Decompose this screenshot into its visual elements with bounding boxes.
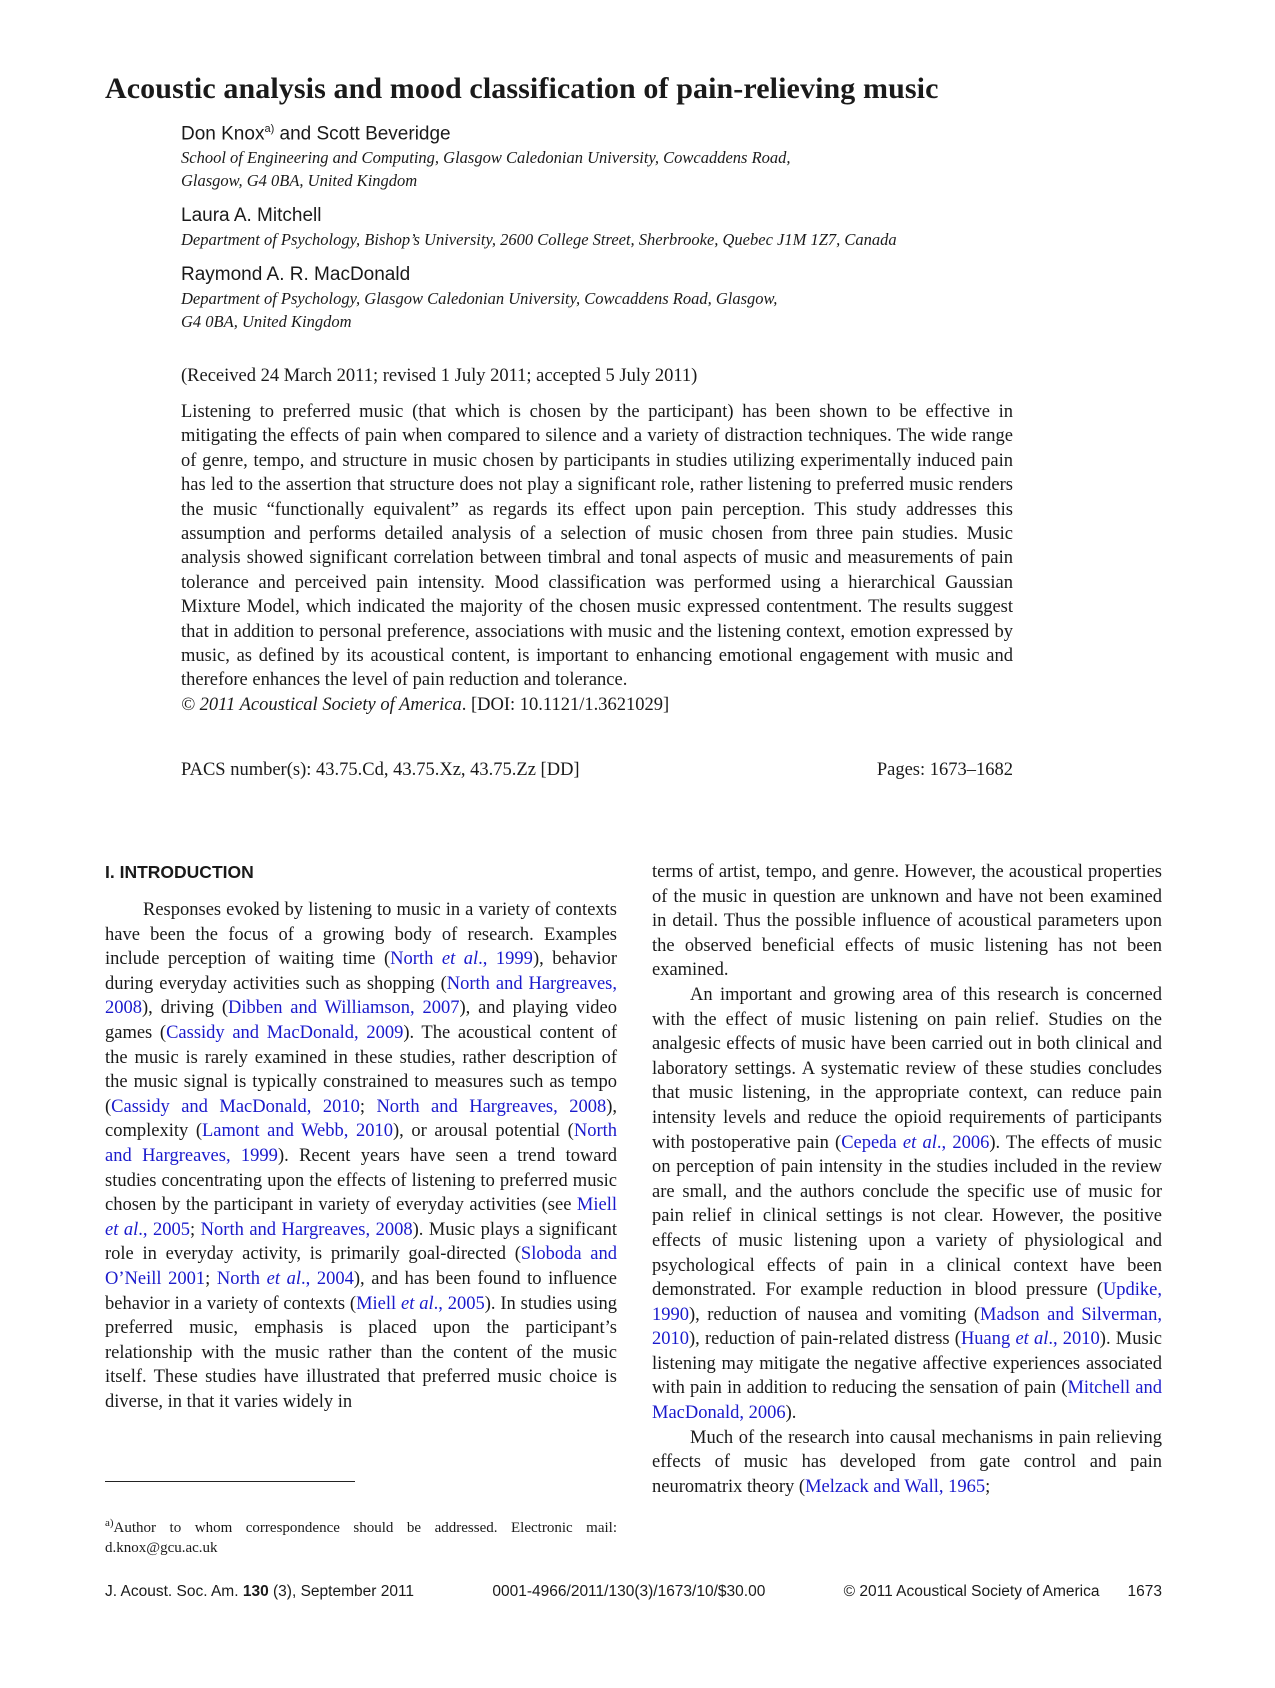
body-text: ), behavior during everyday activities such as shopping ( xyxy=(105,949,617,994)
paragraph xyxy=(105,898,617,1414)
paragraph xyxy=(652,1426,1162,1500)
body-text: ), driving ( xyxy=(142,998,229,1019)
body-text: ; xyxy=(205,1268,217,1289)
citation-link[interactable]: Huang xyxy=(960,1329,1016,1350)
footnote: $^{a)}$Author to whom correspondence should be addressed. Electronic mail: d.knox@gcu.ac.uk xyxy=(105,1517,617,1556)
citation-link[interactable]: et al xyxy=(902,1132,937,1153)
paper-title: Acoustic analysis and mood classification of pain-relieving music xyxy=(105,72,939,105)
paragraph xyxy=(652,983,1162,1426)
affiliation-3: Department of Psychology, Glasgow Caledonian University, Cowcaddens Road, Glasgow, G4 0BA, United Kingdom xyxy=(181,289,778,331)
citation-link[interactable]: ., 2006 xyxy=(936,1132,990,1153)
citation-link[interactable]: North and Hargreaves, 1999 xyxy=(105,1121,618,1166)
citation-link[interactable]: Mitchell and MacDonald, 2006 xyxy=(652,1378,1162,1424)
citation-link[interactable]: Cassidy and MacDonald, 2009 xyxy=(166,1022,404,1043)
citation-link[interactable]: Miell xyxy=(356,1293,402,1314)
body-text: ; xyxy=(190,1219,201,1240)
page-range: Pages: 1673–1682 xyxy=(876,760,1013,780)
body-text: ). In studies using preferred music, emphasis is placed upon the participant’s relationship with the music rather than the content of the music itself. These studies have illustrated that preferred music choice is diverse, in that it varies widely in xyxy=(105,1293,617,1412)
citation-link[interactable]: North xyxy=(216,1268,267,1289)
body-text: ). The acoustical content of the music is rarely examined in these studies, rather description of the music signal is typically constrained to measures such as tempo ( xyxy=(105,1022,617,1117)
section-heading: I. INTRODUCTION xyxy=(105,862,254,882)
citation-link[interactable]: Cassidy and MacDonald, 2010 xyxy=(111,1096,360,1117)
author-line-2: Laura A. Mitchell xyxy=(181,205,322,226)
body-text: Responses evoked by listening to music in a variety of contexts have been the focus of a growing body of research. Examples include perception of waiting time ( xyxy=(105,900,617,970)
citation-link[interactable]: et al xyxy=(266,1268,302,1289)
page-footer xyxy=(105,1583,1162,1601)
body-text: ). xyxy=(785,1403,797,1424)
body-text: ), and playing video games ( xyxy=(105,998,618,1043)
citation-link[interactable]: North xyxy=(390,949,442,970)
journal-citation: J. Acoust. Soc. Am. 130 (3), September 2011 xyxy=(105,1583,415,1600)
citation-link[interactable]: North and Hargreaves, 2008 xyxy=(200,1219,413,1240)
body-text: ). Recent years have seen a trend toward studies concentrating upon the effects of listening to preferred music chosen by the participant in variety of everyday activities (see xyxy=(105,1145,617,1216)
body-text: ). The effects of music on perception of pain intensity in the studies included in the review are small, and the authors conclude the specific use of music for pain relief in clinical settings is not clear. However, the positive effects of music listening upon a variety of physiological and psychological effects of pain in a clinical context have been demonstrated. For example reduction in blood pressure ( xyxy=(652,1132,1162,1301)
citation-link[interactable]: North and Hargreaves, 2008 xyxy=(376,1096,607,1117)
footnote-mark: a) xyxy=(264,123,275,135)
footnote-rule xyxy=(105,1481,355,1482)
affiliation-1: School of Engineering and Computing, Glasgow Caledonian University, Cowcaddens Road, Glasgow, G4 0BA, United Kingdom xyxy=(181,148,791,190)
body-text: ), or arousal potential ( xyxy=(392,1121,574,1142)
paragraph xyxy=(652,860,1162,983)
citation-link[interactable]: Melzack and Wall, 1965 xyxy=(805,1476,986,1497)
citation-link[interactable]: ., 2005 xyxy=(138,1219,191,1240)
abstract-doi: . [DOI: 10.1121/1.3621029] xyxy=(461,694,670,715)
citation-link[interactable]: ., 2010 xyxy=(1048,1329,1100,1350)
left-column xyxy=(105,898,617,1414)
received-dates: (Received 24 March 2011; revised 1 July 2011; accepted 5 July 2011) xyxy=(181,366,698,386)
body-text: An important and growing area of this research is concerned with the effect of music listening on pain relief. Studies on the analgesic effects of music have been carried out in both clinical and laboratory settings. A systematic review of these studies concludes that music listening, in the appropriate context, can reduce pain intensity levels and reduce the opioid requirements of participants with postoperative pain ( xyxy=(652,984,1162,1153)
abstract: Listening to preferred music (that which is chosen by the participant) has been shown to be effective in mitigating the effects of pain when compared to silence and a variety of distraction techniques. The wide range of genre, tempo, and structure in music chosen by participants in studies utilizing experimentally induced pain has led to the assertion that structure does not play a significant role, rather listening to preferred music renders the music “functionally equivalent” as regards its effect upon pain perception. This study addresses this assumption and performs detailed analysis of a selection of music chosen from three pain studies. Music analysis showed significant correlation between timbral and tonal aspects of music and measurements of pain tolerance and perceived pain intensity. Mood classification was performed using a hierarchical Gaussian Mixture Model, which indicated the majority of the chosen music expressed contentment. The results suggest that in addition to personal preference, associations with music and the listening context, emotion expressed by music, as defined by its acoustical content, is important to enhancing emotional engagement with music and therefore enhances the level of pain reduction and tolerance. © 2011 Acoustical Society of America. [DOI: 10.1121/1.3621029] xyxy=(181,402,1013,715)
citation-link[interactable]: Lamont and Webb, 2010 xyxy=(201,1121,393,1142)
citation-link[interactable]: ., 2005 xyxy=(433,1293,485,1314)
body-text: ). Music listening may mitigate the negative affective experiences associated with pain in addition to reducing the sensation of pain ( xyxy=(652,1329,1163,1399)
citation-link[interactable]: Miell xyxy=(576,1195,617,1216)
page-number: 1673 xyxy=(1127,1583,1162,1600)
citation-link[interactable]: et al xyxy=(1015,1329,1049,1350)
citation-link[interactable]: North and Hargreaves, 2008 xyxy=(105,973,618,1019)
citation-link[interactable]: et al xyxy=(441,949,479,970)
citation-link[interactable]: Sloboda and O’Neill 2001 xyxy=(105,1244,617,1289)
right-column xyxy=(652,860,1162,1499)
footer-copyright: © 2011 Acoustical Society of America 1673 xyxy=(843,1583,1162,1600)
author-line-1: Don Knox$^{a)}$ and Scott Beveridge xyxy=(181,123,451,145)
body-text: ), and has been found to influence behavior in a variety of contexts ( xyxy=(105,1268,617,1314)
pacs-line xyxy=(181,760,1013,781)
citation-link[interactable]: ., 2004 xyxy=(301,1268,354,1289)
body-text: Much of the research into causal mechanisms in pain relieving effects of music has developed from gate control and pain neuromatrix theory ( xyxy=(652,1427,1162,1497)
article-code: 0001-4966/2011/130(3)/1673/10/$30.00 xyxy=(492,1583,766,1600)
body-text: ; xyxy=(985,1476,991,1497)
abstract-copyright: © 2011 Acoustical Society of America xyxy=(181,694,462,715)
citation-link[interactable]: Updike, 1990 xyxy=(652,1280,1162,1325)
affiliation-2: Department of Psychology, Bishop’s University, 2600 College Street, Sherbrooke, Quebec J1M 1Z7, Canada xyxy=(181,230,897,249)
body-text: ), reduction of pain-related distress ( xyxy=(689,1329,961,1350)
citation-link[interactable]: ., 1999 xyxy=(478,949,533,970)
pacs-numbers: PACS number(s): 43.75.Cd, 43.75.Xz, 43.75.Zz [DD] xyxy=(181,760,580,780)
author-line-3: Raymond A. R. MacDonald xyxy=(181,264,411,285)
citation-link[interactable]: et al xyxy=(401,1293,434,1314)
body-text: ). Music plays a significant role in everyday activity, is primarily goal-directed ( xyxy=(105,1219,618,1265)
citation-link[interactable]: et al xyxy=(105,1219,139,1240)
body-text: ; xyxy=(359,1096,377,1117)
citation-link[interactable]: Madson and Silverman, 2010 xyxy=(652,1304,1162,1350)
body-text: terms of artist, tempo, and genre. However, the acoustical properties of the music in question are unknown and have not been examined in detail. Thus the possible influence of acoustical parameters upon the observed beneficial effects of music listening has not been examined. xyxy=(652,862,1162,981)
citation-link[interactable]: Cepeda xyxy=(841,1132,903,1153)
body-text: ), complexity ( xyxy=(105,1096,618,1142)
citation-link[interactable]: Dibben and Williamson, 2007 xyxy=(228,998,460,1019)
body-text: ), reduction of nausea and vomiting ( xyxy=(689,1304,981,1325)
